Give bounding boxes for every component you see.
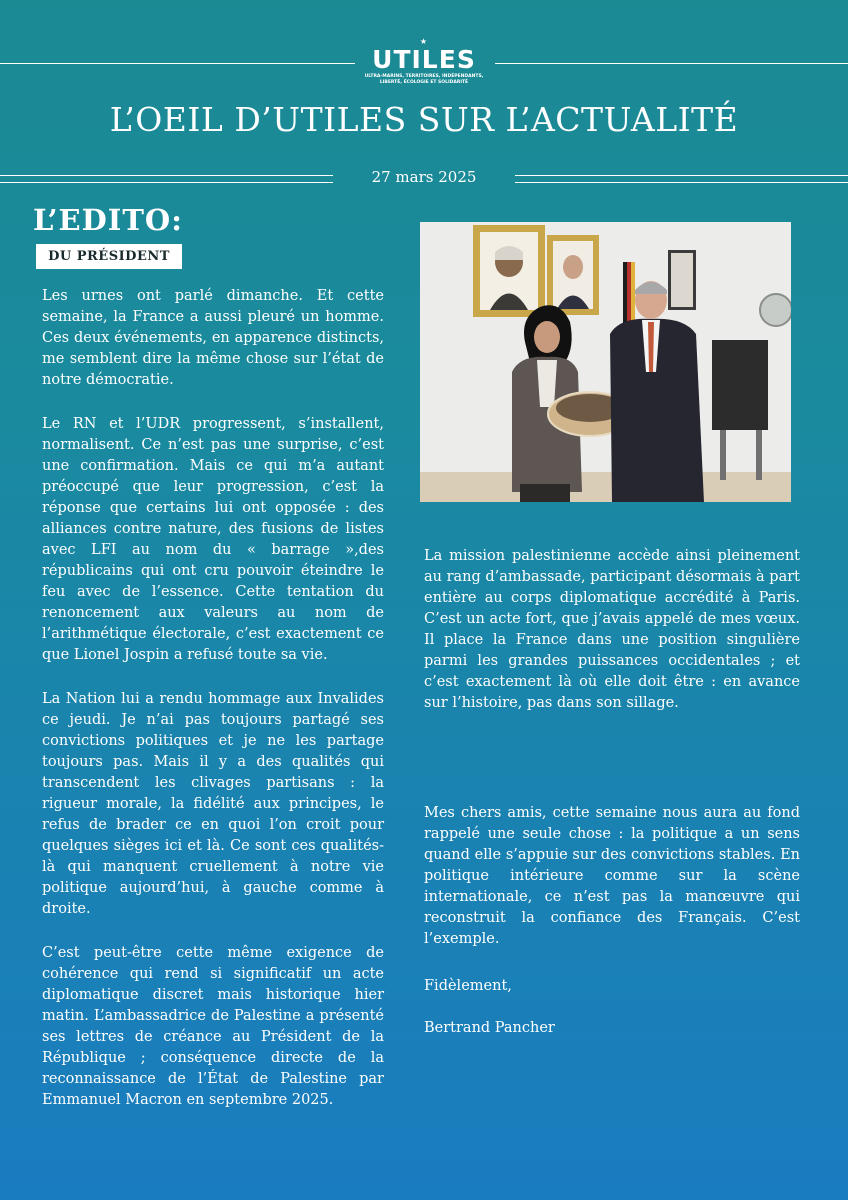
paragraph: Les urnes ont parlé dimanche. Et cette semaine, la France a aussi pleuré un homme. Ces deux événements, en apparence distincts, me semblent dire la même chose sur l’état de notre démocratie.	[42, 288, 384, 388]
ambassador-photo	[420, 222, 791, 502]
date-rule-left-2	[0, 182, 333, 183]
issue-date: 27 mars 2025	[371, 168, 477, 186]
star-icon: ★	[419, 37, 429, 46]
header-rule-left	[0, 63, 355, 64]
logo-tagline: ULTRA-MARINS, TERRITOIRES, INDÉPENDANTS, LIBERTÉ, ÉCOLOGIE ET SOLIDARITÉ	[364, 74, 484, 85]
utiles-logo	[0, 38, 848, 86]
left-column	[42, 286, 384, 1134]
right-column-paragraph-1: La mission palestinienne accède ainsi pleinement au rang d’ambassade, participant désormais à part entière au corps diplomatique accrédité à Paris. C’est un acte fort, que j’avais appelé de mes vœux. Il place la France dans une position singulière parmi les grandes puissances occidentales ; et c’est exactement là où elle doit être : en avance sur l’histoire, pas dans son sillage.	[424, 548, 800, 711]
edito-heading: L’EDITO:	[33, 203, 183, 237]
date-rule-right-2	[515, 182, 848, 183]
signature: Bertrand Pancher	[424, 1020, 555, 1036]
date-rule-left-1	[0, 175, 333, 176]
paragraph: C’est peut-être cette même exigence de cohérence qui rend si significatif un acte diplomatique discret mais historique hier matin. L’ambassadrice de Palestine a présenté ses lettres de créance au Président de la République ; conséquence directe de la reconnaissance de l’État de Palestine par Emmanuel Macron en septembre 2025.	[42, 945, 384, 1108]
photo-illustration	[420, 222, 791, 502]
edito-author-badge: DU PRÉSIDENT	[36, 244, 182, 269]
logo-wordmark: UTILES	[372, 45, 476, 74]
date-rule-right-1	[515, 175, 848, 176]
closing-line: Fidèlement,	[424, 978, 512, 994]
newsletter-title: L’OEIL D’UTILES SUR L’ACTUALITÉ	[109, 100, 739, 139]
paragraph: Le RN et l’UDR progressent, s’installent, normalisent. Ce n’est pas une surprise, c’est une confirmation. Mais ce qui m’a autant préoccupé que leur progression, c’est la réponse que certains lui ont opposée : des alliances contre nature, des fusions de listes avec LFI au nom du « barrage »,des républicains qui ont cru pouvoir éteindre le feu avec de l’essence. Cette tentation du renoncement aux valeurs au nom de l’arithmétique électorale, c’est exactement ce que Lionel Jospin a refusé toute sa vie.	[42, 416, 384, 663]
header-rule-right	[495, 63, 848, 64]
paragraph: La Nation lui a rendu hommage aux Invalides ce jeudi. Je n’ai pas toujours partagé ses convictions politiques et je ne les partage toujours pas. Mais il y a des qualités qui transcendent les clivages partisans : la rigueur morale, la fidélité aux principes, le refus de brader ce en quoi l’on croit pour quelques sièges ici et là. Ce sont ces qualités-là qui manquent cruellement à notre vie politique aujourd’hui, à gauche comme à droite.	[42, 691, 384, 917]
right-column-paragraph-2: Mes chers amis, cette semaine nous aura au fond rappelé une seule chose : la politique a un sens quand elle s’appuie sur des convictions stables. En politique intérieure comme sur la scène internationale, ce n’est pas la manœuvre qui reconstruit la confiance des Français. C’est l’exemple.	[424, 805, 800, 947]
